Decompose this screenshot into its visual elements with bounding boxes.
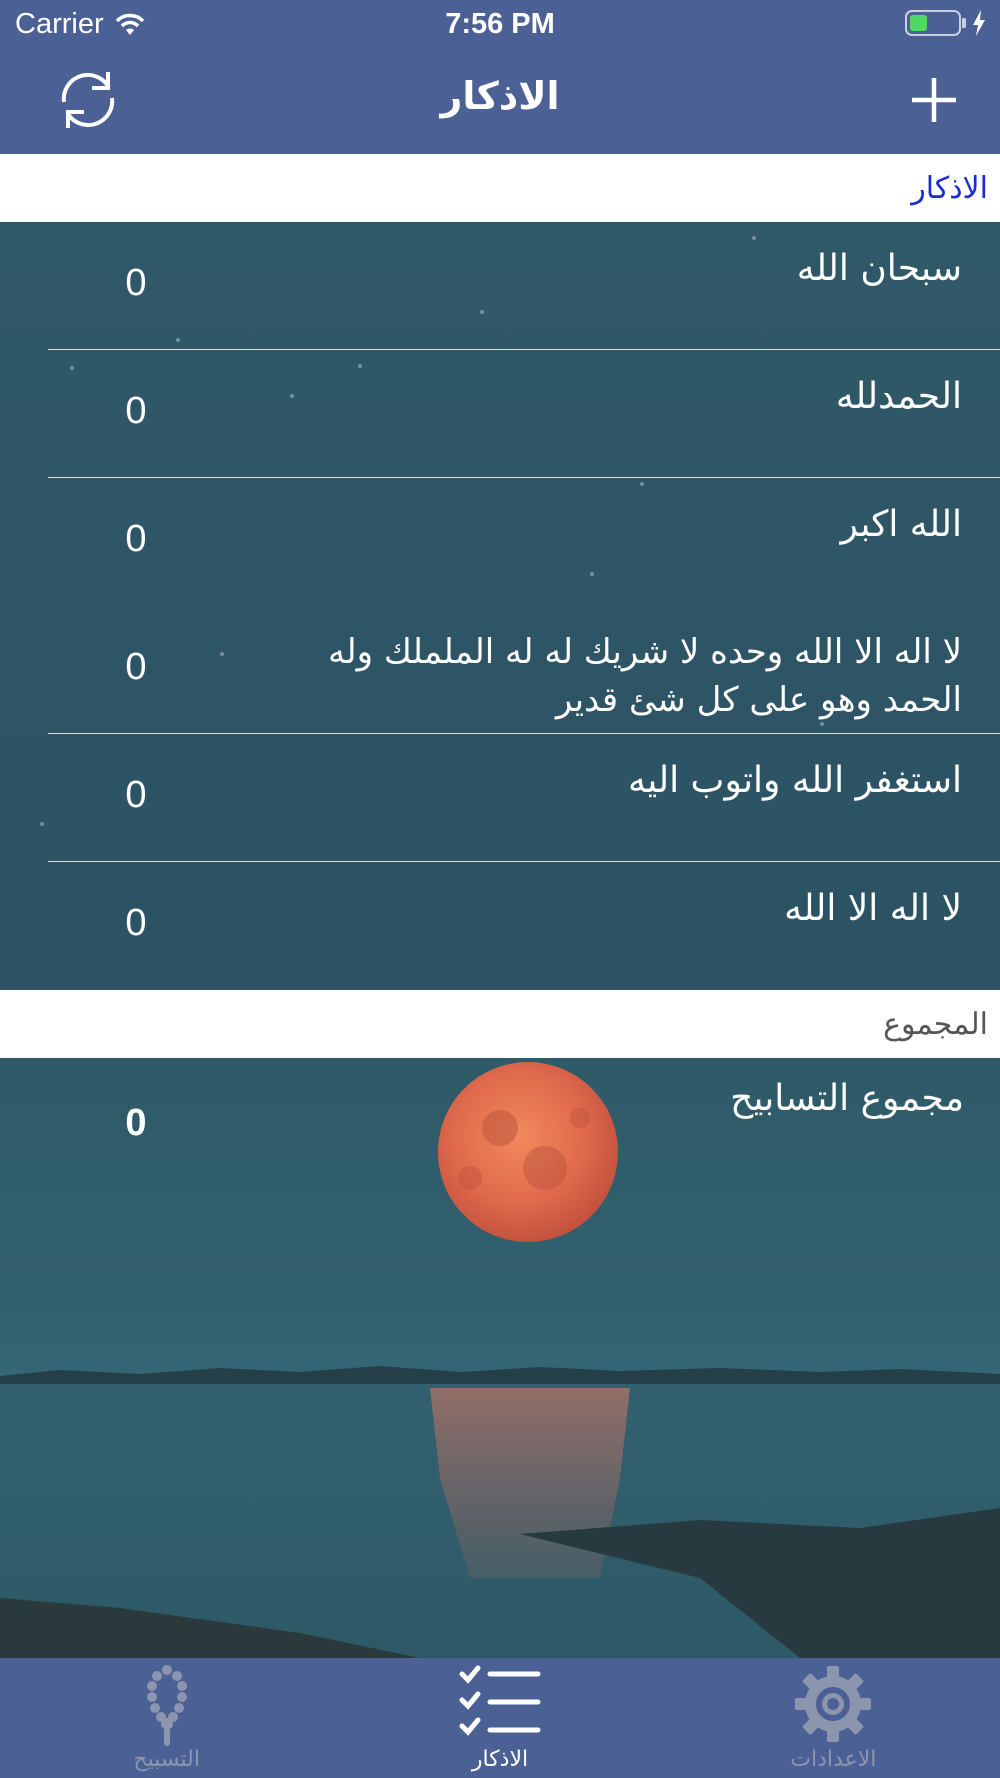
dhikr-row[interactable] (0, 478, 1000, 606)
page-title: الاذكار (440, 74, 560, 118)
dhikr-text: استغفر الله واتوب اليه (627, 760, 962, 801)
section-header-total (0, 990, 1000, 1058)
dhikr-text: سبحان الله (796, 248, 962, 289)
carrier-label: Carrier (15, 8, 104, 40)
dhikr-row[interactable] (0, 606, 1000, 734)
tab-bar (0, 1658, 1000, 1778)
dhikr-count: 0 (125, 518, 147, 560)
tab-tasbeeh[interactable] (0, 1658, 333, 1778)
dhikr-list (0, 222, 1000, 990)
plus-icon (908, 74, 960, 126)
total-count: 0 (125, 1102, 147, 1144)
dhikr-text: لا اله الا الله (784, 888, 962, 929)
dhikr-count: 0 (125, 774, 147, 816)
add-dhikr-button[interactable] (908, 74, 960, 126)
tab-adhkar[interactable] (333, 1658, 666, 1778)
dhikr-count: 0 (125, 390, 147, 432)
tab-label: التسبيح (133, 1747, 200, 1772)
status-time: 7:56 PM (445, 8, 555, 40)
battery-icon (905, 10, 961, 36)
total-row (0, 1058, 1000, 1178)
dhikr-row[interactable] (0, 350, 1000, 478)
dhikr-row[interactable] (0, 734, 1000, 862)
total-label: مجموع التسابيح (730, 1078, 964, 1119)
section-title: الاذكار (911, 170, 988, 206)
dhikr-row[interactable] (0, 222, 1000, 350)
gear-icon (793, 1664, 873, 1744)
dhikr-text: الحمدلله (835, 376, 962, 417)
tab-label: الاذكار (471, 1747, 529, 1772)
section-title: المجموع (883, 1006, 988, 1042)
checklist-icon (458, 1664, 542, 1740)
battery-indicator (905, 10, 986, 36)
prayer-beads-icon (137, 1664, 197, 1750)
navigation-bar (0, 50, 1000, 154)
tab-label: الاعدادات (790, 1747, 877, 1772)
dhikr-text: الله اكبر (840, 504, 962, 545)
charging-bolt-icon (972, 10, 986, 36)
dhikr-row[interactable] (0, 862, 1000, 990)
status-bar (0, 0, 1000, 50)
section-header-adhkar (0, 154, 1000, 222)
dhikr-count: 0 (125, 646, 147, 688)
dhikr-count: 0 (125, 262, 147, 304)
battery-fill (910, 15, 927, 31)
tab-settings[interactable] (667, 1658, 1000, 1778)
dhikr-text: لا اله الا الله وحده لا شريك له له الململك وله الحمد وهو على كل شئ قدير (328, 632, 962, 720)
dhikr-count: 0 (125, 902, 147, 944)
